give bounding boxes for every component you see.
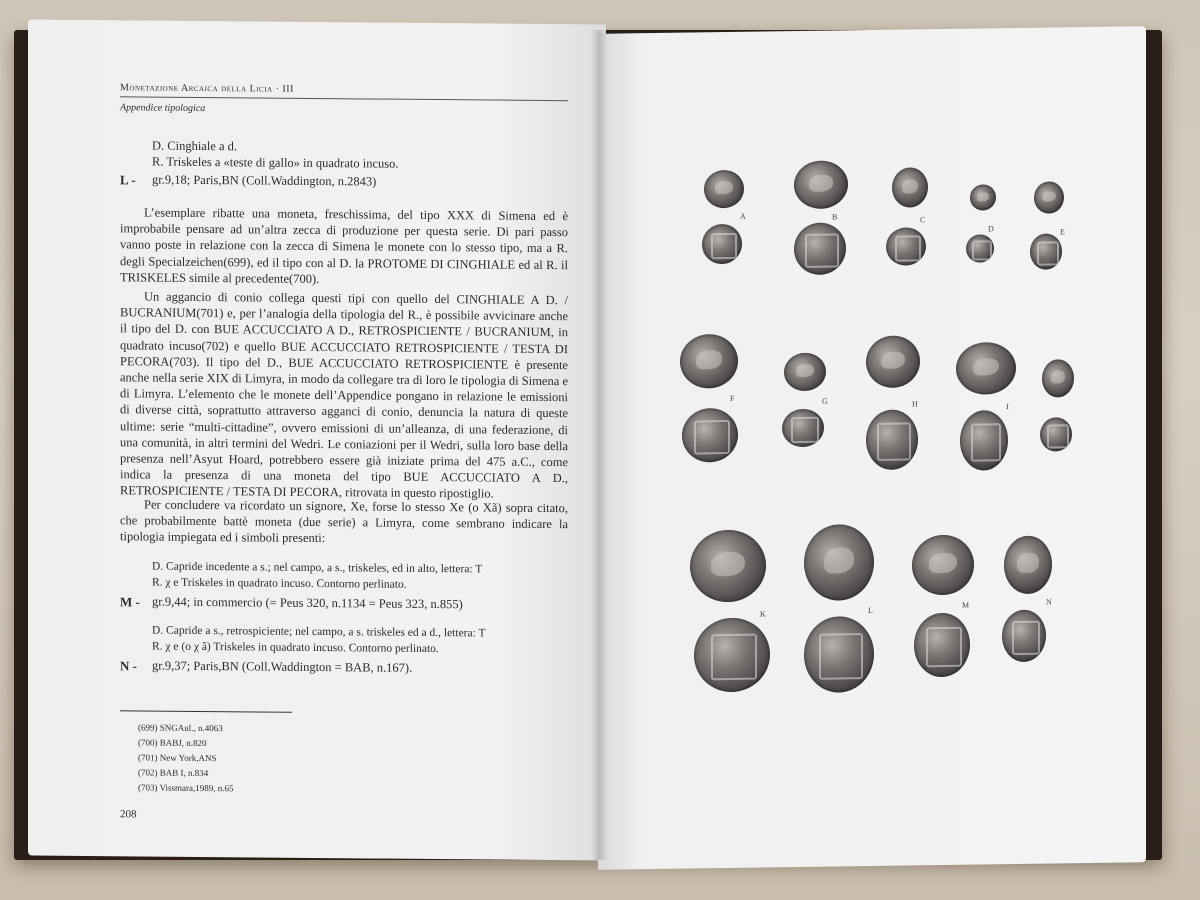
coin-image <box>960 410 1008 471</box>
coin-letter: B <box>832 212 838 222</box>
coin-letter: D <box>988 224 994 234</box>
entry-m-text: gr.9,44; in commercio (= Peus 320, n.1134 = Peus 323, n.855) <box>152 594 463 612</box>
running-head: Monetazione Arcaica della Licia · III <box>120 82 568 101</box>
footnote-rule <box>120 710 292 713</box>
coin-image <box>782 409 824 448</box>
sub-head: Appendice tipologica <box>120 102 206 115</box>
coin-image <box>1040 417 1072 451</box>
coin-image <box>892 167 928 208</box>
coin-image <box>794 222 846 275</box>
entry-m-label: M - <box>120 594 140 610</box>
coin-image <box>694 617 770 692</box>
footnote: (700) BABJ, n.820 <box>138 737 207 749</box>
coin-image <box>956 342 1016 395</box>
entry-l-text: gr.9,18; Paris,BN (Coll.Waddington, n.2843) <box>152 172 377 189</box>
coin-image <box>702 224 742 265</box>
coin-letter: A <box>740 211 746 221</box>
page-number: 208 <box>120 808 137 821</box>
coin-image <box>970 184 996 210</box>
coin-letter: E <box>1060 227 1065 237</box>
coin-image <box>866 335 920 388</box>
coin-image <box>704 170 744 209</box>
coin-letter: G <box>822 396 828 406</box>
left-page-content <box>28 19 606 860</box>
coin-image <box>794 160 848 209</box>
footnote: (702) BAB I, n.834 <box>138 767 209 779</box>
intro-r-line: R. Triskeles a «teste di gallo» in quadrato incuso. <box>152 154 399 171</box>
coin-image <box>1034 181 1064 213</box>
paragraph-3: Per concludere va ricordato un signore, Xe, forse lo stesso Xe (o Xã) sopra citato, che probabilmente battè moneta (due serie) a Limyra, come sembrano indicare la tipologia impiegata ed i simboli presenti: <box>120 497 568 546</box>
coin-image <box>1004 535 1052 594</box>
footnote: (701) New York,ANS <box>138 752 217 764</box>
coin-letter: N <box>1046 597 1052 607</box>
coin-image <box>682 408 738 463</box>
coin-image <box>1042 359 1074 397</box>
coin-image <box>784 353 826 392</box>
coin-letter: C <box>920 215 926 225</box>
coin-image <box>966 234 994 262</box>
coin-image <box>804 524 874 601</box>
paragraph-1: L’esemplare ribatte una moneta, freschissima, del tipo XXX di Simena ed è improbabile pensare ad un’altra zecca di produzione per questa serie. Di pari passo vanno poste in relazione con la zecca di Simena le monete con lo stesso tipo, ma a R. degli Specialzeichen(699), ed il tipo con al D. la PROTOME DI CINGHIALE ed al R. il TRISKELES simile al precedente(700). <box>120 205 568 286</box>
intro-d-line: D. Cinghiale a d. <box>152 138 238 154</box>
coin-image <box>866 409 918 470</box>
coin-image <box>886 227 926 266</box>
coin-image <box>804 616 874 693</box>
coin-letter: F <box>730 393 735 403</box>
entry-n-text: gr.9,37; Paris,BN (Coll.Waddington = BAB, n.167). <box>152 658 413 675</box>
coin-letter: L <box>868 605 873 616</box>
footnote: (699) SNGAul., n.4063 <box>138 722 223 734</box>
coin-image <box>680 334 738 389</box>
coin-image <box>690 529 766 602</box>
coin-image <box>1030 233 1062 269</box>
entry-m-d-line: D. Capride incedente a s.; nel campo, a s., triskeles, ed in alto, lettera: T <box>152 560 483 576</box>
coin-letter: M <box>962 600 970 610</box>
entry-n-d-line: D. Capride a s., retrospiciente; nel campo, a s. triskeles ed a d., lettera: T <box>152 624 486 640</box>
footnote: (703) Vissmara,1989, n.65 <box>138 782 234 794</box>
paragraph-2: Un aggancio di conio collega questi tipi con quello del CINGHIALE A D. / BUCRANIUM(701) e, per l’analogia della tipologia del R., è possibile avvicinare anche il tipo del D. con BUE ACCUCCIATO A D., RETROSPICIENTE / BUCRANIUM, in quadrato incuso(702) e quello BUE ACCUCCIATO RETROSPICIENTE / TESTA DI PECORA(703). Il tipo del D., BUE ACCUCCIATO RETROSPICIENTE è presente anche nella serie XIX di Limyra, in modo da collegare tra di loro le tipologia di Simena e di Limyra. L’elemento che le monete dell’Appendice pongano in relazione le emissioni di diverse città, soprattutto attraverso agganci di conio, denuncia la natura di queste ultime: serie “multi-cittadine”, ovvero emissioni di un’alleanza, di una federazione, di una comunità, in altri termini del Wedri. Le coniazioni per il Wedri, sulla loro base della presenza nell’Asyut Hoard, potrebbero essere già iniziate prima del 475 a.C., come indica la presenza di una moneta del tipo BUE ACCUCCIATO A D., RETROSPICIENTE / TESTA DI PECORA, ritrovata in questo ripostiglio. <box>120 289 568 501</box>
coin-letter: I <box>1006 402 1009 412</box>
coin-image <box>912 535 974 596</box>
entry-n-label: N - <box>120 658 137 674</box>
coin-letter: K <box>760 609 766 619</box>
book-gutter <box>590 30 608 860</box>
right-page <box>598 26 1146 870</box>
left-page <box>28 19 606 860</box>
coin-letter: H <box>912 399 918 409</box>
coin-image <box>1002 610 1046 663</box>
entry-l-label: L - <box>120 172 136 188</box>
entry-n-r-line: R. χ e (o χ â) Triskeles in quadrato incuso. Contorno perlinato. <box>152 640 439 656</box>
entry-m-r-line: R. χ e Triskeles in quadrato incuso. Contorno perlinato. <box>152 576 407 591</box>
coin-image <box>914 613 970 678</box>
